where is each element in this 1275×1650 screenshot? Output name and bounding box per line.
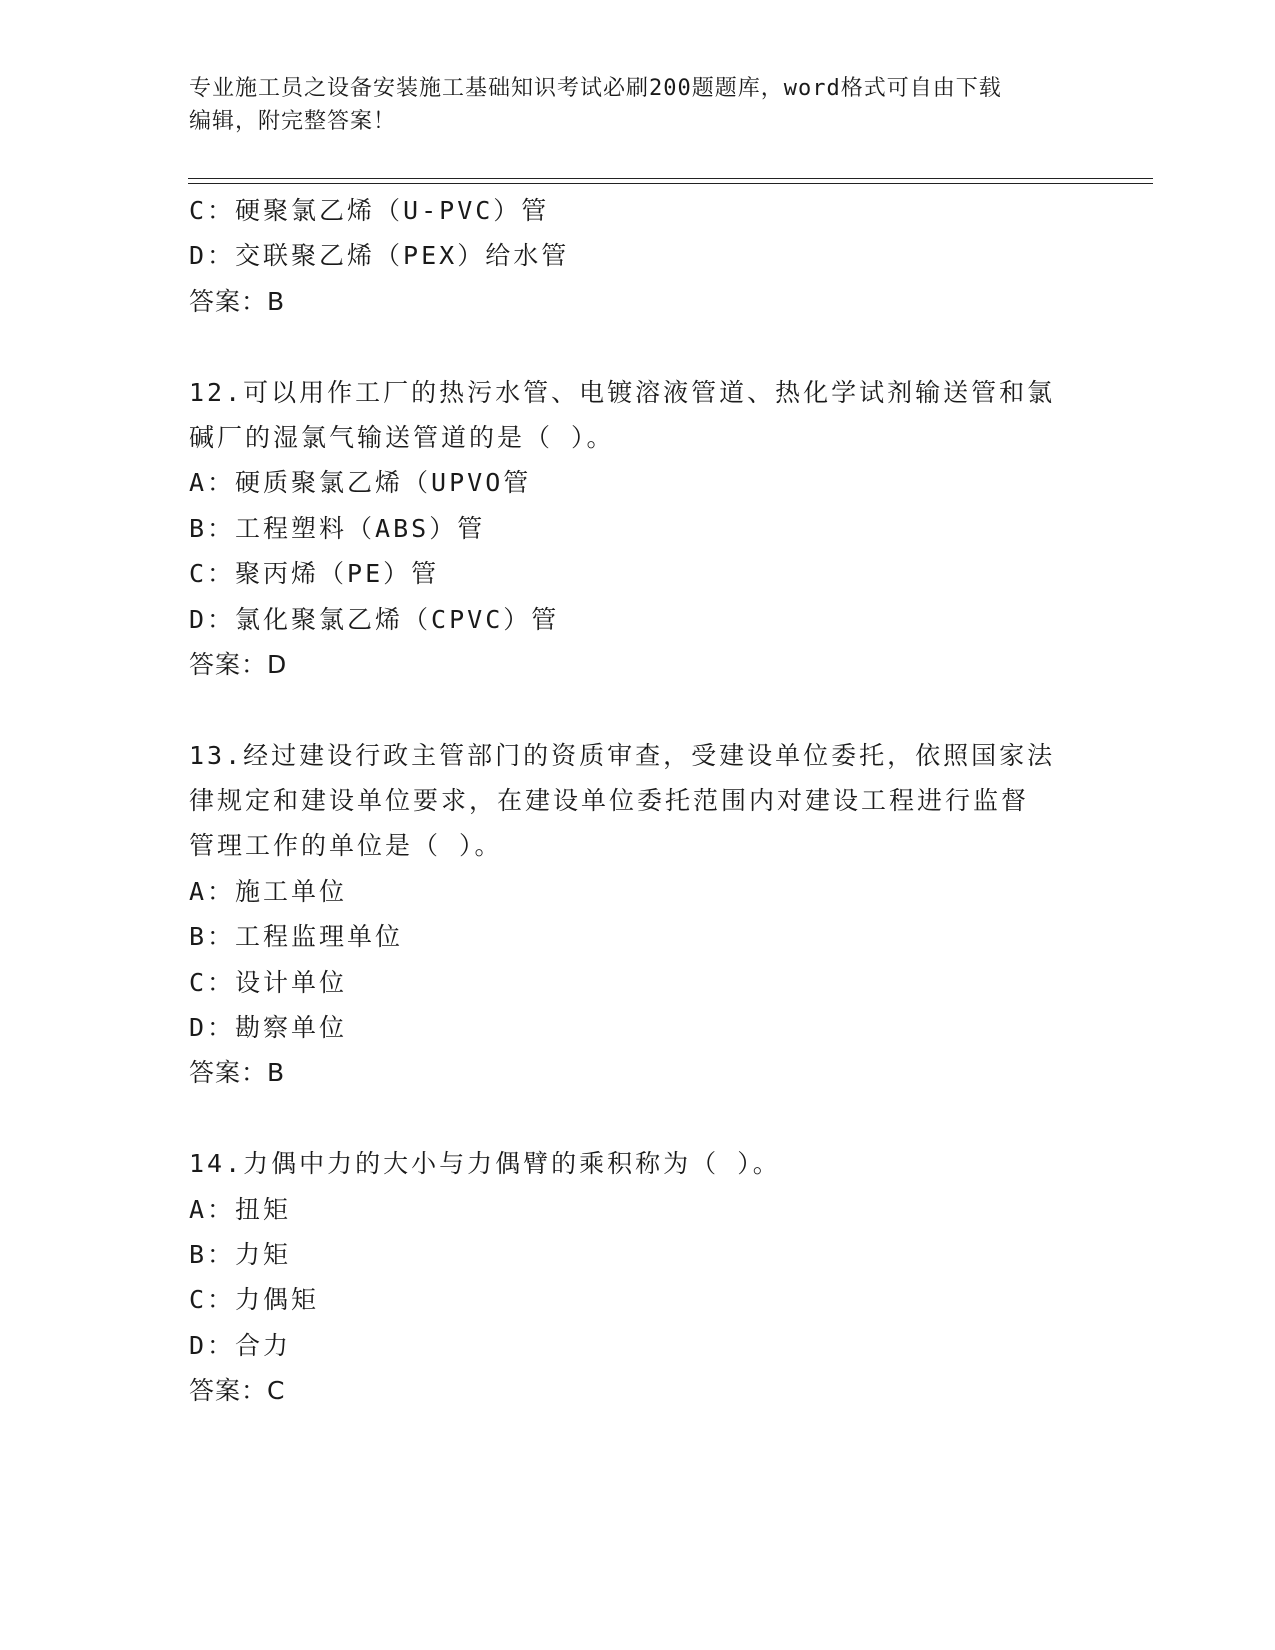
option-a: A：硬质聚氯乙烯（UPVO管 bbox=[189, 468, 532, 498]
option-d: D：合力 bbox=[189, 1330, 292, 1360]
answer-line: 答案：B bbox=[189, 286, 286, 316]
spacer bbox=[189, 324, 1089, 369]
option-d: D：交联聚乙烯（PEX）给水管 bbox=[189, 241, 570, 271]
question-stem: 管理工作的单位是（ ）。 bbox=[189, 831, 503, 861]
question-stem: 14.力偶中力的大小与力偶臂的乘积称为（ ）。 bbox=[189, 1149, 781, 1179]
question-stem: 12.可以用作工厂的热污水管、电镀溶液管道、热化学试剂输送管和氯 bbox=[189, 377, 1056, 407]
answer-line: 答案：C bbox=[189, 1376, 286, 1406]
answer-line: 答案：D bbox=[189, 649, 288, 679]
spacer bbox=[189, 1096, 1089, 1141]
option-b: B：工程监理单位 bbox=[189, 922, 404, 952]
question-stem: 律规定和建设单位要求，在建设单位委托范围内对建设工程进行监督 bbox=[189, 786, 1030, 816]
spacer bbox=[189, 687, 1089, 732]
option-a: A：施工单位 bbox=[189, 876, 348, 906]
header-title-line-1: 专业施工员之设备安装施工基础知识考试必刷200题题库，word格式可自由下载 bbox=[189, 76, 1002, 101]
question-block-11 bbox=[189, 188, 1089, 324]
option-a: A：扭矩 bbox=[189, 1194, 292, 1224]
answer-line: 答案：B bbox=[189, 1058, 286, 1088]
option-d: D：勘察单位 bbox=[189, 1013, 348, 1043]
question-block-12 bbox=[189, 370, 1089, 688]
option-c: C：力偶矩 bbox=[189, 1285, 320, 1315]
header-divider-bottom bbox=[188, 183, 1153, 184]
option-b: B：力矩 bbox=[189, 1239, 292, 1269]
option-c: C：硬聚氯乙烯（U-PVC）管 bbox=[189, 196, 550, 225]
header-title-line-2: 编辑，附完整答案！ bbox=[189, 109, 397, 134]
option-b: B：工程塑料（ABS）管 bbox=[189, 513, 486, 543]
question-stem: 13.经过建设行政主管部门的资质审查，受建设单位委托，依照国家法 bbox=[189, 740, 1056, 770]
option-c: C：设计单位 bbox=[189, 967, 348, 997]
option-d: D：氯化聚氯乙烯（CPVC）管 bbox=[189, 604, 560, 634]
question-block-13 bbox=[189, 733, 1089, 1096]
document-header bbox=[189, 72, 1069, 138]
question-stem: 碱厂的湿氯气输送管道的是（ ）。 bbox=[189, 422, 615, 452]
question-list bbox=[189, 188, 1089, 1414]
question-block-14 bbox=[189, 1141, 1089, 1413]
option-c: C：聚丙烯（PE）管 bbox=[189, 559, 440, 589]
header-divider-top bbox=[188, 178, 1153, 179]
